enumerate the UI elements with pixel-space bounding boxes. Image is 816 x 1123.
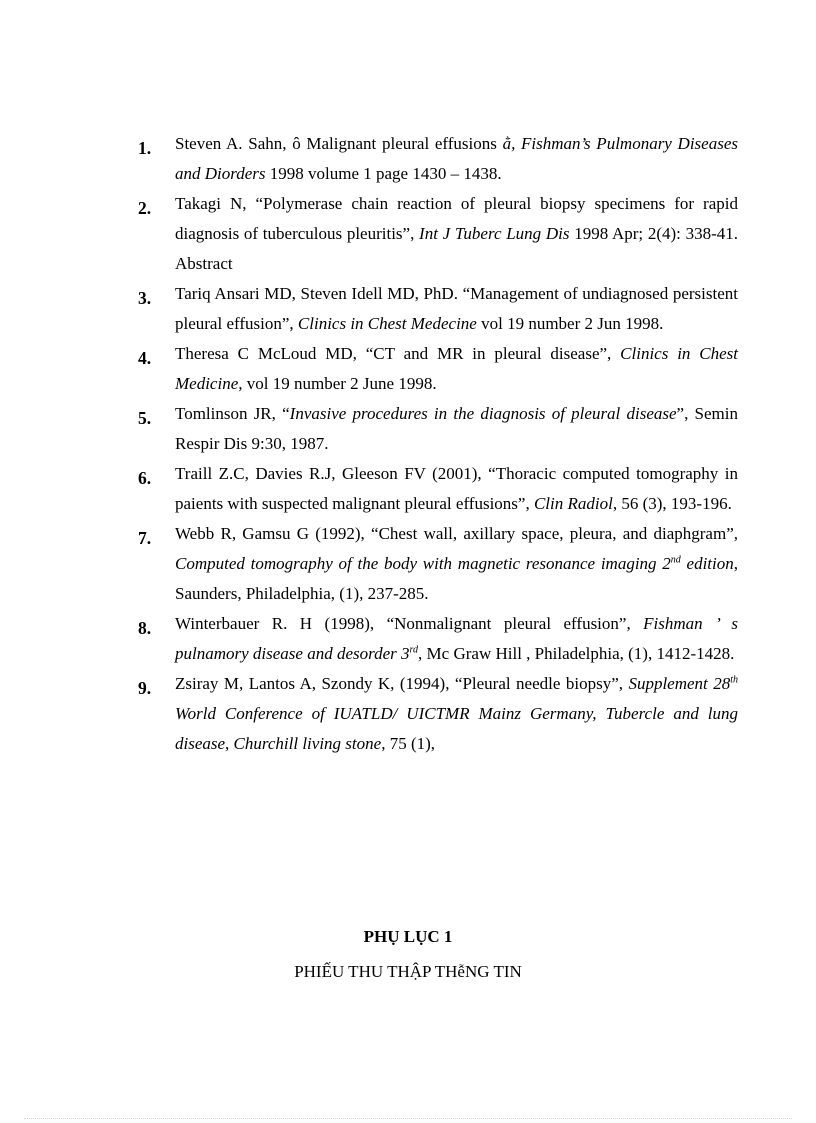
reference-number: 9. (138, 678, 152, 698)
reference-number: 3. (138, 288, 152, 308)
reference-italic-segment: rd (409, 644, 419, 656)
reference-segment: Winterbauer R. H (1998), “Nonmalignant pleural effusion”, (175, 614, 644, 633)
reference-italic-segment: Churchill living stone (233, 734, 382, 753)
appendix-subtitle: PHIẾU THU THẬP THễNG TIN (294, 962, 522, 981)
reference-segment: 1998 Apr; 2(4): 338-41. Abstract (175, 224, 738, 273)
reference-text (175, 339, 738, 399)
reference-text (175, 279, 738, 339)
reference-number: 4. (138, 348, 152, 368)
page-divider (24, 1118, 792, 1119)
reference-text (175, 669, 738, 759)
reference-segment: vol 19 number 2 Jun 1998. (476, 314, 664, 333)
reference-italic-segment: , Computed tomography of the body with magnetic resonance imaging 2 (175, 524, 738, 573)
reference-segment: Webb R, Gamsu G (1992), “Chest wall, axillary space, pleura, and diaphgram” (175, 524, 734, 543)
appendix-title: PHỤ LỤC 1 (363, 927, 453, 946)
reference-segment: , 75 (1), (381, 734, 436, 753)
reference-text (175, 399, 738, 459)
reference-number: 6. (138, 468, 152, 488)
reference-item (138, 669, 738, 759)
reference-italic-segment: nd (670, 554, 681, 566)
reference-item (138, 279, 738, 339)
reference-item (138, 399, 738, 459)
reference-text (175, 519, 738, 609)
reference-segment: Tariq Ansari MD, Steven Idell MD, PhD. “Management of undiagnosed persistent pleural effusion”, (175, 284, 738, 333)
reference-segment: Tomlinson JR, “ (175, 404, 290, 423)
reference-segment: 1998 volume 1 page 1430 – 1438. (265, 164, 502, 183)
reference-italic-segment: Int J Tuberc Lung Dis (419, 224, 570, 243)
reference-segment: Theresa C McLoud MD, “CT and MR in pleural disease”, (175, 344, 621, 363)
reference-item (138, 459, 738, 519)
reference-segment: vol 19 number 2 June 1998. (242, 374, 437, 393)
reference-segment: , Mc Graw Hill , Philadelphia, (1), 1412-1428. (418, 644, 735, 663)
reference-italic-segment: edition (680, 554, 734, 573)
reference-segment: Traill Z.C, Davies R.J, Gleeson FV (2001), “Thoracic computed tomography in paients with suspected malignant pleural effusions”, (175, 464, 738, 513)
reference-italic-segment: Clin Radiol (533, 494, 613, 513)
reference-segment: , 56 (3), 193-196. (612, 494, 732, 513)
reference-item (138, 609, 738, 669)
reference-segment: Takagi N, “Polymerase chain reaction of pleural biopsy specimens for rapid diagnosis of tuberculous pleuritis”, (175, 194, 738, 243)
reference-text (175, 609, 738, 669)
reference-item (138, 189, 738, 279)
reference-item (138, 129, 738, 189)
reference-number: 2. (138, 198, 152, 218)
reference-segment: Zsiray M, Lantos A, Szondy K, (1994), “Pleural needle biopsy”, (175, 674, 629, 693)
reference-text (175, 459, 738, 519)
reference-number: 8. (138, 618, 152, 638)
reference-list (138, 129, 738, 759)
reference-number: 5. (138, 408, 152, 428)
reference-item (138, 339, 738, 399)
reference-italic-segment: th (730, 674, 738, 686)
reference-segment: , (225, 734, 234, 753)
reference-italic-segment: ằ, Fishman’s Pulmonary Diseases and Diorders (175, 134, 738, 183)
reference-italic-segment: Fishman ’ s pulnamory disease and desorder 3 (175, 614, 738, 663)
reference-number: 1. (138, 138, 152, 158)
reference-number: 7. (138, 528, 152, 548)
reference-italic-segment: World Conference of IUATLD/ UICTMR Mainz Germany, Tubercle and lung disease (175, 704, 738, 753)
reference-italic-segment: Invasive procedures in the diagnosis of pleural disease (289, 404, 677, 423)
reference-text (175, 129, 738, 189)
reference-text (175, 189, 738, 279)
reference-segment: , Saunders, Philadelphia, (1), 237-285. (175, 554, 738, 603)
reference-italic-segment: Clinics in Chest Medicine, (175, 344, 739, 393)
reference-segment: Steven A. Sahn, ô Malignant pleural effusions (175, 134, 503, 153)
reference-item (138, 519, 738, 609)
reference-italic-segment: Supplement 28 (628, 674, 731, 693)
reference-italic-segment: Clinics in Chest Medecine (297, 314, 477, 333)
reference-segment: ”, Semin Respir Dis 9:30, 1987. (175, 404, 738, 453)
